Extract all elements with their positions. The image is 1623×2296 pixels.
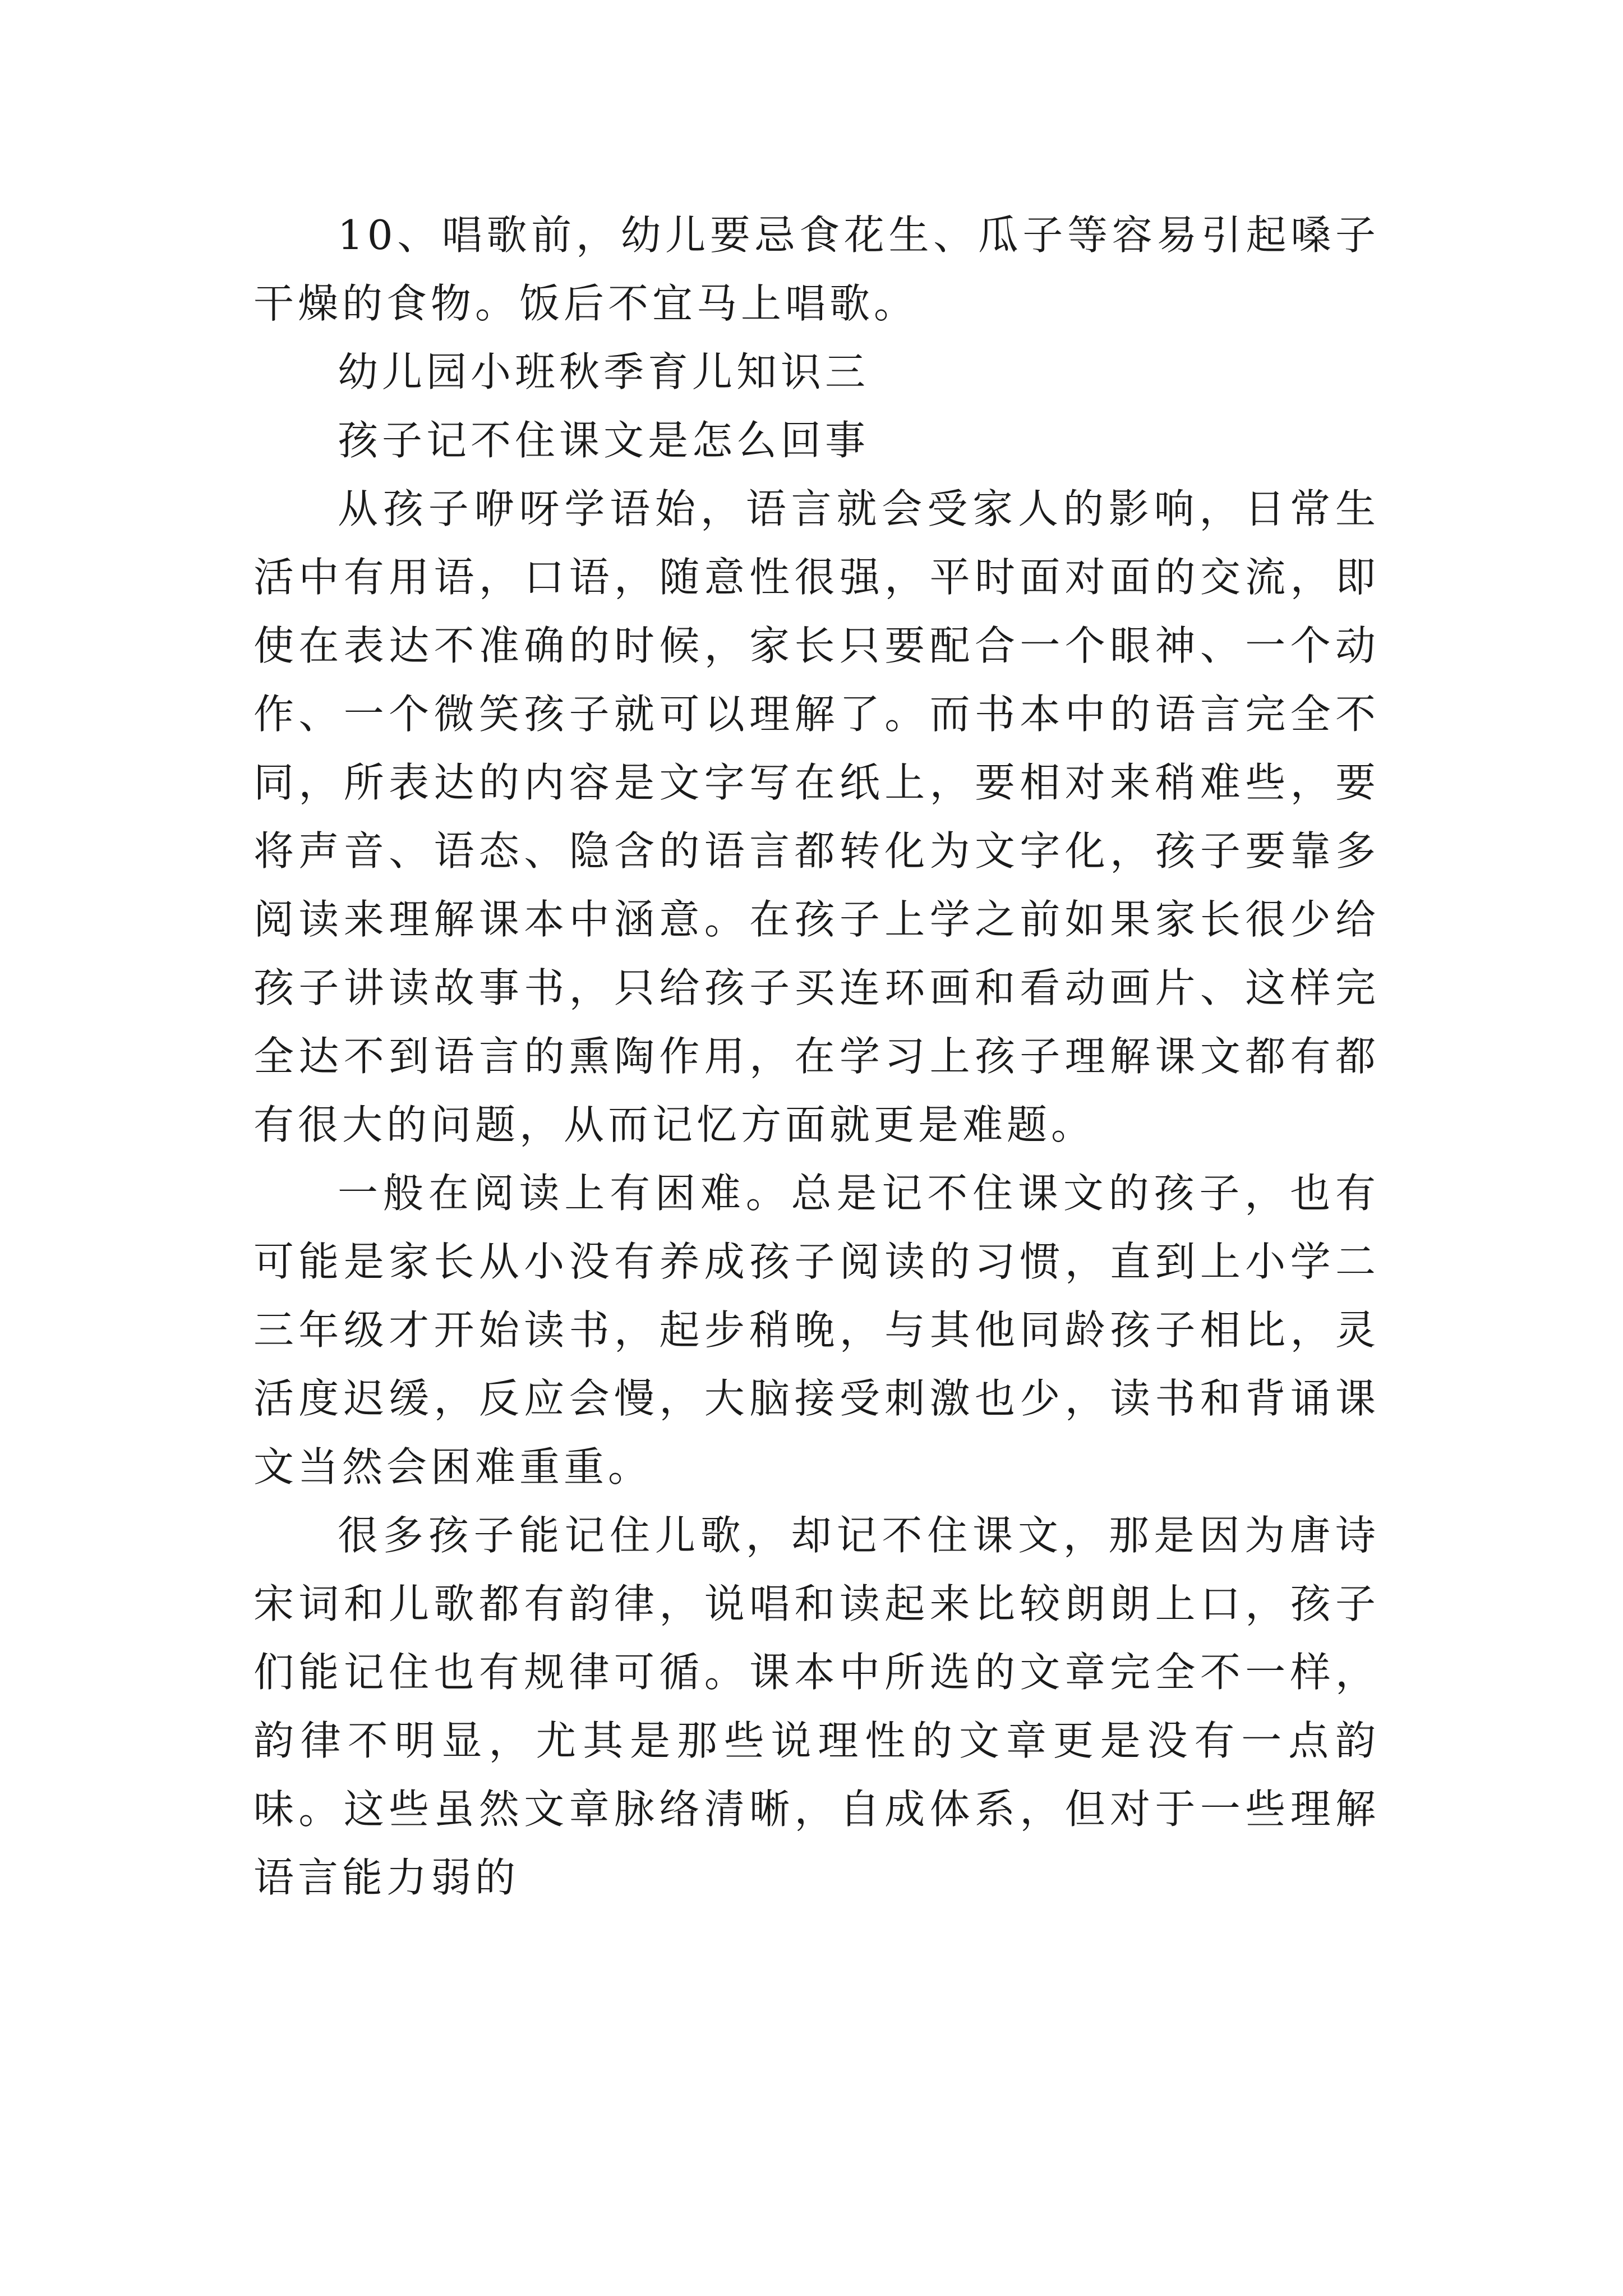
subsection-heading: 孩子记不住课文是怎么回事 [338, 417, 870, 464]
paragraph-language-influence: 从孩子咿呀学语始，语言就会受家人的影响，日常生活中有用语，口语，随意性很强，平时面对面的交流，即使在表达不准确的时候，家长只要配合一个眼神、一个动作、一个微笑孩子就可以理解了。而书本中的语言完全不同，所表达的内容是文字写在纸上，要相对来稍难些，要将声音、语态、隐含的语言都转化为文字化，孩子要靠多阅读来理解课本中涵意。在孩子上学之前如果家长很少给孩子讲读故事书，只给孩子买连环画和看动画片、这样完全达不到语言的熏陶作用，在学习上孩子理解课文都有都有很大的问题，从而记忆方面就更是难题。 [253, 485, 1380, 1148]
body-text [253, 201, 1380, 1912]
paragraph-reading-difficulty: 一般在阅读上有困难。总是记不住课文的孩子，也有可能是家长从小没有养成孩子阅读的习惯，直到上小学二三年级才开始读书，起步稍晚，与其他同龄孩子相比，灵活度迟缓，反应会慢，大脑接受刺激也少，读书和背诵课文当然会困难重重。 [253, 1170, 1380, 1490]
paragraph-rhythm: 很多孩子能记住儿歌，却记不住课文，那是因为唐诗宋词和儿歌都有韵律，说唱和读起来比较朗朗上口，孩子们能记住也有规律可循。课本中所选的文章完全不一样，韵律不明显，尤其是那些说理性的文章更是没有一点韵味。这些虽然文章脉络清晰，自成体系，但对于一些理解语言能力弱的 [253, 1512, 1380, 1901]
paragraph-singing-tip: 10、唱歌前，幼儿要忌食花生、瓜子等容易引起嗓子干燥的食物。饭后不宜马上唱歌。 [253, 211, 1380, 327]
section-heading: 幼儿园小班秋季育儿知识三 [338, 348, 870, 395]
